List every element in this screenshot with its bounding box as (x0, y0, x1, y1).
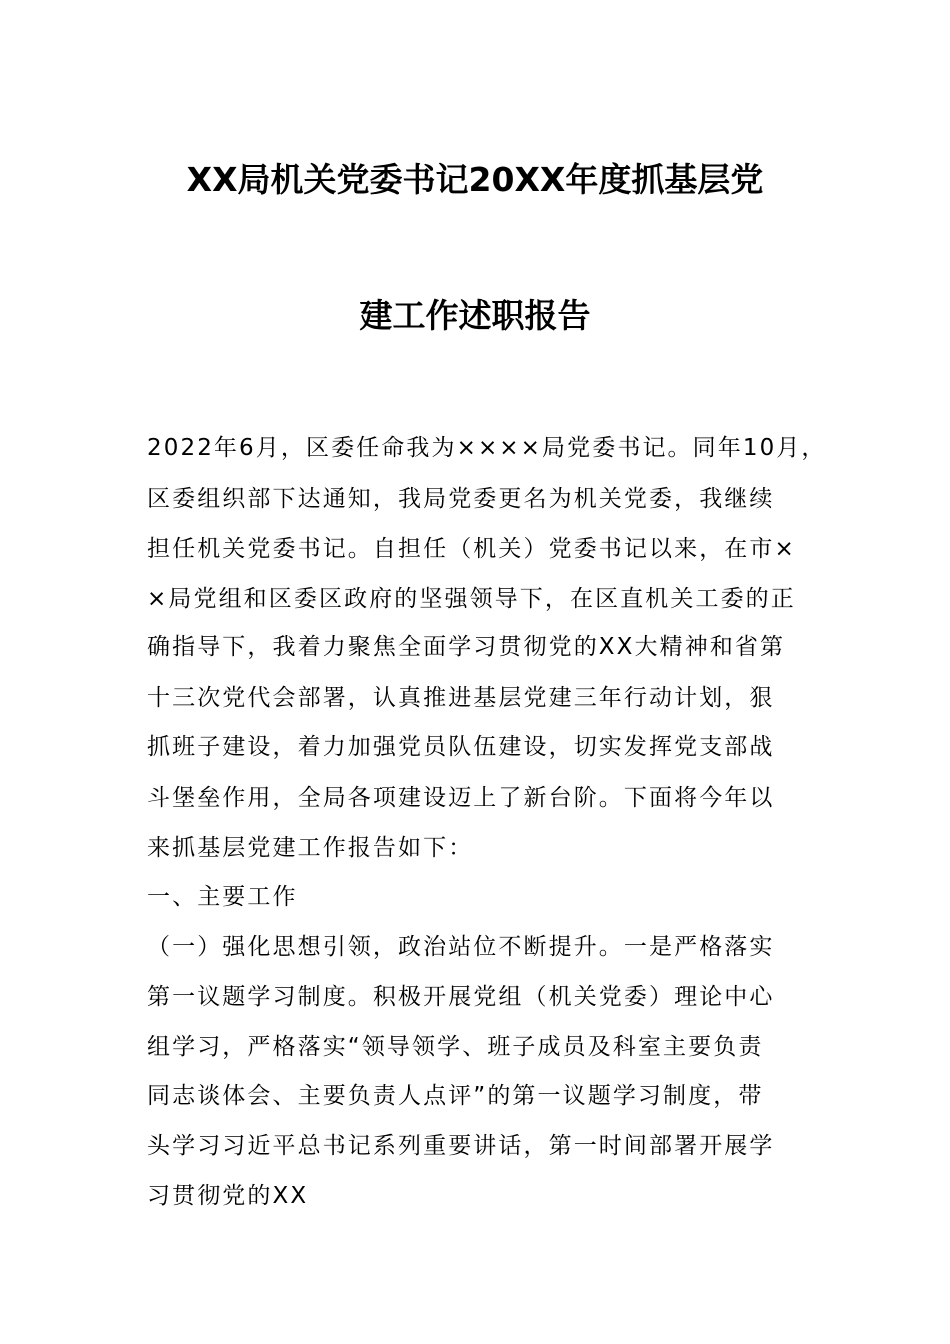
section-heading-main-work: 一、主要工作 (147, 884, 298, 910)
body-line-12: 第一议题学习制度。积极开展党组（机关党委）理论中心 (147, 984, 775, 1010)
body-line-15: 头学习习近平总书记系列重要讲话，第一时间部署开展学 (147, 1133, 775, 1159)
body-line-5: 确指导下，我着力聚焦全面学习贯彻党的XX大精神和省第 (147, 634, 786, 660)
body-line-13: 组学习，严格落实“领导领学、班子成员及科室主要负责 (147, 1034, 764, 1060)
body-line-4: ×局党组和区委区政府的坚强领导下，在区直机关工委的正 (147, 586, 796, 612)
body-line-6: 十三次党代会部署，认真推进基层党建三年行动计划，狠 (147, 685, 775, 711)
document-title-line-2: 建工作述职报告 (359, 296, 591, 335)
body-line-3: 担任机关党委书记。自担任（机关）党委书记以来，在市× (147, 536, 796, 562)
body-line-16: 习贯彻党的XX (147, 1183, 309, 1209)
body-line-9: 来抓基层党建工作报告如下： (147, 835, 474, 861)
document-title-line-1: XX局机关党委书记20XX年度抓基层党 (186, 160, 764, 199)
body-line-8: 斗堡垒作用，全局各项建设迈上了新台阶。下面将今年以 (147, 785, 775, 811)
body-line-2: 区委组织部下达通知，我局党委更名为机关党委，我继续 (147, 486, 775, 512)
body-line-11: （一）强化思想引领，政治站位不断提升。一是严格落实 (147, 934, 775, 960)
body-line-1: 2022年6月，区委任命我为××××局党委书记。同年10月， (147, 435, 827, 461)
body-line-14: 同志谈体会、主要负责人点评”的第一议题学习制度，带 (147, 1083, 764, 1109)
body-line-7: 抓班子建设，着力加强党员队伍建设，切实发挥党支部战 (147, 734, 775, 760)
